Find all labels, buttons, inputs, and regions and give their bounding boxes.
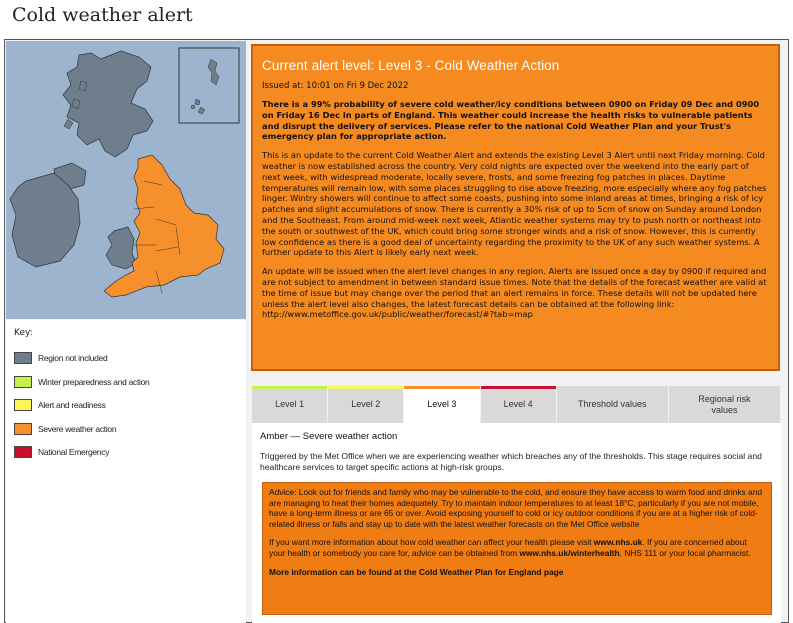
tab-accent (328, 386, 403, 389)
key-swatch (14, 376, 32, 388)
level-description: Triggered by the Met Office when we are experiencing weather which breaches any of the thresholds. This stage requires social and healthcare services to target specific actions at high-risk groups. (260, 451, 762, 472)
info-middle: . If you are concerned about your health or somebody you care for, advice can be obtained from (269, 537, 747, 558)
tab-level-1[interactable] (252, 386, 328, 423)
tab-threshold-values[interactable] (557, 386, 669, 423)
current-alert-panel (251, 44, 780, 371)
tab-label: Regional risk values (698, 393, 751, 415)
tab-accent (252, 386, 327, 389)
key-label: Winter preparedness and action (38, 377, 150, 387)
ireland-region (10, 173, 80, 267)
key-label: Region not included (38, 353, 108, 363)
nhs-winterhealth-link[interactable]: www.nhs.uk/winterhealth (519, 547, 620, 558)
page-title: Cold weather alert (12, 4, 193, 26)
tab-label: Level 2 (351, 399, 381, 409)
key-label: National Emergency (38, 447, 110, 457)
alert-update-text: An update will be issued when the alert level changes in any region. Alerts are issued once a day by 0900 if required and are not subject to amendment in between standard issue times. Note that the details of the forecast weather are valid at the time of issue but may change over the period that an alert remains in force. These details will not be updated here unless the alert level also changes, the latest forecast details can be obtained at the following link: http://www.metoffice.gov.uk/public/weather/forecast/#?tab=map (262, 266, 767, 320)
key-title: Key: (14, 328, 33, 338)
key-label: Severe weather action (38, 424, 117, 434)
alert-summary: There is a 99% probability of severe cold weather/icy conditions between 0900 on Friday 09 Dec and 0900 on Friday 16 Dec in parts of England. This weather could increase the health risks to vulnerable patients and disrupt the delivery of services. Please refer to the national Cold Weather Plan and your Trust's emergency plan for appropriate action. (262, 99, 760, 142)
tab-accent (404, 386, 479, 389)
alert-title: Current alert level: Level 3 - Cold Weather Action (262, 58, 560, 73)
tab-label: Threshold values (578, 399, 647, 409)
level-tabs (252, 386, 781, 423)
shetland-inset (179, 48, 239, 123)
key-swatch (14, 423, 32, 435)
key-item (14, 398, 106, 412)
key-item (14, 351, 107, 365)
advice-box (262, 482, 772, 615)
advice-heading: Advice: (269, 487, 297, 497)
info-prefix: If you want more information about how cold weather can affect your health please visit (269, 537, 592, 548)
key-swatch (14, 446, 32, 458)
tab-regional-risk-values[interactable] (669, 386, 781, 423)
tab-level-2[interactable] (328, 386, 404, 423)
tab-label: Level 4 (503, 399, 533, 409)
alert-issued-time: Issued at: 10:01 on Fri 9 Dec 2022 (262, 81, 409, 91)
tab-level-3[interactable] (404, 386, 480, 423)
advice-text: Look out for friends and family who may be vulnerable to the cold, and ensure they have access to warm food and drinks and are managing to heat their homes adequately. Try to maintain indoor temperatures to at least 18°C, particularly if you are not mobile, have a long-term illness or are 65 or over. Avoid exposing yourself to cold or icy outdoor conditions if you are at a higher risk of cold-related illness or falls and stay up to date with the latest weather forecasts on the Met Office website (269, 487, 763, 529)
key-label: Alert and readiness (38, 400, 106, 410)
tab-accent (481, 386, 556, 389)
tab-label: Level 1 (275, 399, 305, 409)
key-item (14, 375, 150, 389)
level-name: Amber — Severe weather action (260, 431, 398, 442)
alert-forecast-text: This is an update to the current Cold Weather Alert and extends the existing Level 3 Alert until next Friday morning. Cold weather is now established across the country. Very cold nights are expected over the weekend into the early part of next week, with widespread moderate, locally severe, frosts, and some freezing fog patches in places. Daytime temperatures will remain low, with some places struggling to rise above freezing, more especially where any fog patches linger. Wintry showers will continue to affect some coasts, pushing into some inland areas at times, bringing a risk of icy patches and slight accumulations of snow. There is currently a 30% risk of up to 5cm of snow on Sunday around London and the Southeast. From around mid-week next week, Atlantic weather systems may try to push north or northeast into the south or southwest of the UK, which could bring some stronger winds and a risk of snow. However, this is currently low confidence as there is a good deal of uncertainty regarding the proximity to the UK of any such weather systems. A further update to this Alert is likely early next week. (262, 150, 767, 258)
nhs-link[interactable]: www.nhs.uk (593, 537, 643, 548)
key-swatch (14, 352, 32, 364)
uk-alert-map (6, 41, 246, 319)
tab-label: Level 3 (427, 399, 457, 409)
cold-weather-plan-link[interactable]: More information can be found at the Cold Weather Plan for England page (269, 566, 564, 577)
england-region (104, 155, 224, 297)
wales-region (106, 227, 136, 269)
key-item (14, 422, 116, 436)
info-suffix: , NHS 111 or your local pharmacist. (619, 547, 751, 558)
key-swatch (14, 399, 32, 411)
key-item (14, 445, 109, 459)
tab-level-4[interactable] (481, 386, 557, 423)
map-key (6, 320, 246, 623)
